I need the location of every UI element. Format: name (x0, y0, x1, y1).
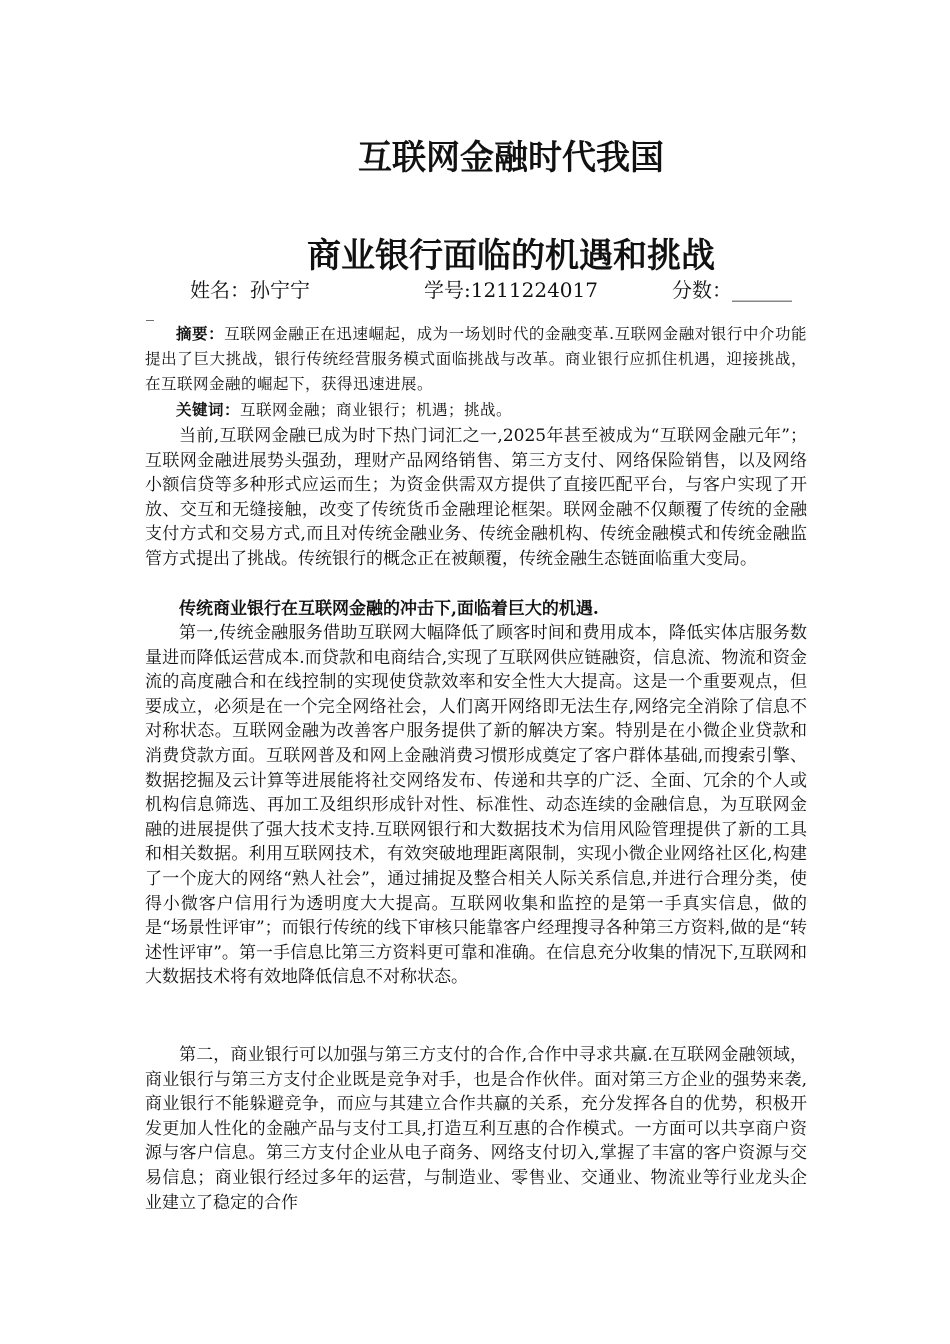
keywords-label: 关键词： (176, 400, 241, 419)
author-name: 姓名：孙宁宁 (190, 278, 310, 302)
paragraph-first-point-text: 第一,传统金融服务借助互联网大幅降低了顾客时间和费用成本，降低实体店服务数量进而降低运营成本.而贷款和电商结合,实现了互联网供应链融资，信息流、物流和资金流的高度融合和在线控制的实现使贷款效率和安全性大大提高。这是一个重要观点，但要成立，必须是在一个完全网络社会，人们离开网络即无法生存,网络完全消除了信息不对称状态。互联网金融为改善客户服务提供了新的解决方案。特别是在小微企业贷款和消费贷款方面。互联网普及和网上金融消费习惯形成奠定了客户群体基础,而搜索引擎、数据挖掘及云计算等进展能将社交网络发布、传递和共享的广泛、全面、冗余的个人或机构信息筛选、再加工及组织形成针对性、标准性、动态连续的金融信息，为互联网金融的进展提供了强大技术支持.互联网银行和大数据技术为信用风险管理提供了新的工具和相关数据。利用互联网技术，有效突破地理距离限制，实现小微企业网络社区化,构建了一个庞大的网络“熟人社会”，通过捕捉及整合相关人际关系信息,并进行合理分类，使得小微客户信用行为透明度大大提高。互联网收集和监控的是第一手真实信息，做的是“场景性评审”；而银行传统的线下审核只能靠客户经理搜寻各种第三方资料,做的是“转述性评审”。第一手信息比第三方资料更可靠和准确。在信息充分收集的情况下,互联网和大数据技术将有效地降低信息不对称状态。 (145, 623, 807, 988)
paragraph-second-point-text: 第二，商业银行可以加强与第三方支付的合作,合作中寻求共赢.在互联网金融领域，商业银行与第三方支付企业既是竞争对手，也是合作伙伴。面对第三方企业的强势来袭,商业银行不能躲避竞争，而应与其建立合作共赢的关系，充分发挥各自的优势，积极开发更加人性化的金融产品与支付工具,打造互利互惠的合作模式。一方面可以共享商户资源与客户信息。第三方支付企业从电子商务、网络支付切入,掌握了丰富的客户资源与交易信息；商业银行经过多年的运营，与制造业、零售业、交通业、物流业等行业龙头企业建立了稳定的合作 (145, 1045, 807, 1213)
paragraph-intro-text: 当前,互联网金融已成为时下热门词汇之一,2025年甚至被成为“互联网金融元年”；互联网金融进展势头强劲，理财产品网络销售、第三方支付、网络保险销售，以及网络小额信贷等多种形式应运而生；为资金供需双方提供了直接匹配平台，与客户实现了开放、交互和无缝接触，改变了传统货币金融理论框架。联网金融不仅颠覆了传统的金融支付方式和交易方式,而且对传统金融业务、传统金融机构、传统金融模式和传统金融监管方式提出了挑战。传统银行的概念正在被颠覆，传统金融生态链面临重大变局。 (145, 426, 807, 569)
abstract (145, 321, 807, 397)
section-heading (145, 597, 807, 622)
section-heading-text: 传统商业银行在互联网金融的冲击下,面临着巨大的机遇. (179, 599, 599, 619)
keywords-text: 互联网金融；商业银行；机遇；挑战。 (240, 401, 513, 419)
paragraph-second-point (145, 1043, 807, 1215)
abstract-label: 摘要： (176, 324, 225, 343)
paragraph-first-point (145, 621, 807, 990)
score-underline-overflow: _ (146, 302, 154, 321)
keywords (145, 397, 807, 423)
document-title-line1: 互联网金融时代我国 (358, 138, 664, 178)
student-id: 学号:1211224017 (424, 278, 598, 302)
paragraph-intro (145, 424, 807, 572)
document-title-line2: 商业银行面临的机遇和挑战 (307, 236, 715, 276)
abstract-text: 互联网金融正在迅速崛起，成为一场划时代的金融变革.互联网金融对银行中介功能提出了巨大挑战，银行传统经营服务模式面临挑战与改革。商业银行应抓住机遇，迎接挑战，在互联网金融的崛起下，获得迅速进展。 (145, 325, 807, 393)
score-field: 分数：______ (672, 278, 792, 302)
